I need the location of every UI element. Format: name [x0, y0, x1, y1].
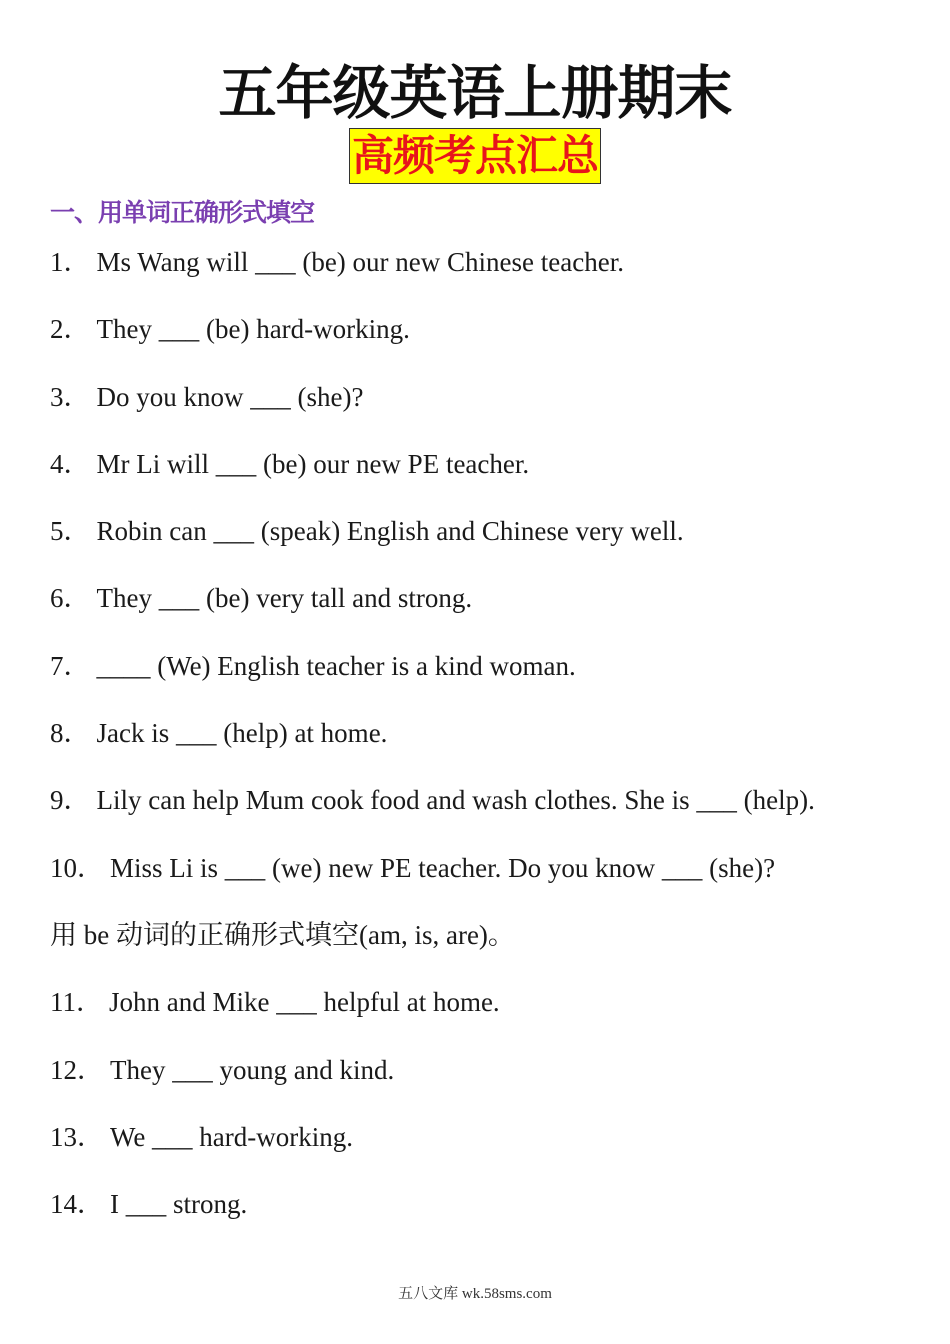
question-number: 4．	[50, 448, 91, 479]
question-item-3	[50, 375, 920, 442]
question-item-1	[50, 240, 920, 307]
question-text: John and Mike ___ helpful at home.	[109, 987, 500, 1018]
question-item-14	[50, 1182, 920, 1249]
question-number: 12．	[50, 1054, 104, 1085]
question-text: They ___ (be) hard-working.	[96, 314, 410, 345]
question-item-2	[50, 307, 920, 374]
question-item-13	[50, 1115, 920, 1182]
question-item-10	[50, 846, 920, 913]
question-item-8	[50, 711, 920, 778]
question-number: 7．	[50, 650, 91, 681]
question-number: 10．	[50, 852, 104, 883]
question-item-12	[50, 1048, 920, 1115]
question-text: ____ (We) English teacher is a kind woman.	[96, 650, 576, 681]
page-subtitle: 高频考点汇总	[349, 128, 601, 184]
question-item-6	[50, 576, 920, 643]
question-text: Miss Li is ___ (we) new PE teacher. Do you know ___ (she)?	[110, 852, 776, 883]
question-number: 5．	[50, 516, 91, 547]
question-item-9	[50, 778, 920, 845]
question-number: 3．	[50, 381, 91, 412]
question-item-4	[50, 442, 920, 509]
question-number: 1．	[50, 247, 91, 277]
question-number: 8．	[50, 718, 91, 749]
question-number: 14．	[50, 1189, 104, 1220]
question-text: We ___ hard-working.	[110, 1121, 354, 1152]
question-text: Do you know ___ (she)?	[96, 381, 364, 412]
question-text: Lily can help Mum cook food and wash clothes. She is ___ (help).	[96, 785, 815, 816]
question-item-5	[50, 509, 920, 576]
instruction-text: 用 be 动词的正确形式填空(am, is, are)。	[50, 919, 515, 950]
question-text: Robin can ___ (speak) English and Chinese very well.	[96, 516, 684, 547]
question-number: 9．	[50, 785, 91, 816]
question-number: 2．	[50, 314, 91, 345]
page-footer: 五八文库 wk.58sms.com	[398, 1286, 552, 1302]
question-text: Mr Li will ___ (be) our new PE teacher.	[96, 448, 530, 479]
question-item-7	[50, 644, 920, 711]
instruction-line	[50, 913, 920, 980]
question-number: 6．	[50, 583, 91, 614]
subtitle-wrap	[0, 128, 950, 184]
question-text: Jack is ___ (help) at home.	[96, 718, 388, 749]
question-number: 11．	[50, 987, 103, 1018]
page-title: 五年级英语上册期末	[218, 59, 732, 127]
question-text: Ms Wang will ___ (be) our new Chinese teacher.	[96, 247, 624, 277]
question-list	[50, 240, 920, 1249]
question-text: I ___ strong.	[110, 1189, 248, 1220]
section-heading: 一、用单词正确形式填空	[50, 198, 315, 227]
question-text: They ___ (be) very tall and strong.	[96, 583, 473, 614]
question-number: 13．	[50, 1121, 104, 1152]
question-item-11	[50, 980, 920, 1047]
question-text: They ___ young and kind.	[110, 1054, 395, 1085]
